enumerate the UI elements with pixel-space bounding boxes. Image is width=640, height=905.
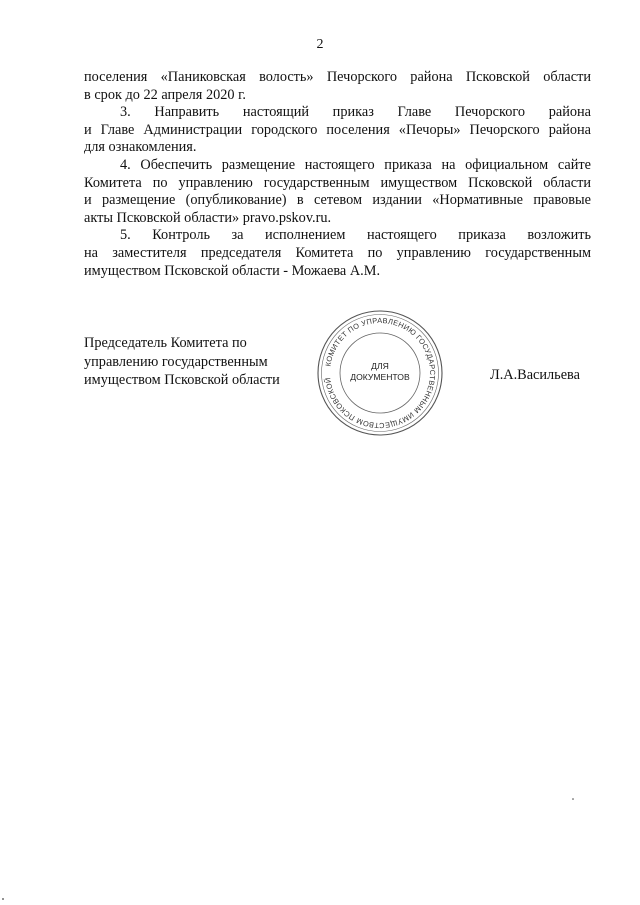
scan-speck (572, 798, 574, 800)
text-line: и размещение (опубликование) в сетевом издании «Нормативные правовые (84, 192, 591, 209)
text-line: поселения «Паниковская волость» Печорского района Псковской области (84, 69, 591, 85)
text-line: в срок до 22 апреля 2020 г. (84, 86, 246, 103)
page-number: 2 (316, 37, 324, 52)
text-line: 3. Направить настоящий приказ Главе Печорского района (120, 104, 591, 121)
text-line: и Главе Администрации городского поселения «Печоры» Печорского района (84, 121, 591, 138)
signatory-position-line: имуществом Псковской области (84, 372, 280, 388)
signatory-position-line: Председатель Комитета по (84, 335, 247, 351)
signatory-position-line: управлению государственным (84, 353, 268, 370)
text-line: Комитета по управлению государственным имуществом Псковской области (84, 174, 591, 191)
text-line: 4. Обеспечить размещение настоящего приказа на официальном сайте (120, 156, 591, 173)
text-line: на заместителя председателя Комитета по управлению государственным (84, 244, 591, 261)
seal-inner-text-line-1: ДЛЯ (371, 361, 389, 371)
text-line: акты Псковской области» pravo.pskov.ru. (84, 209, 332, 226)
text-line: имуществом Псковской области - Можаева А.М. (84, 262, 381, 279)
signatory-name: Л.А.Васильева (490, 367, 580, 383)
text-line: 5. Контроль за исполнением настоящего приказа возложить (120, 227, 591, 244)
scan-speck (2, 898, 4, 900)
seal-outer-text: КОМИТЕТ ПО УПРАВЛЕНИЮ ГОСУДАРСТВЕННЫМ ИМУЩЕСТВОМ ПСКОВСКОЙ (323, 315, 438, 431)
seal-inner-text-line-2: ДОКУМЕНТОВ (350, 372, 410, 382)
text-line: для ознакомления. (84, 139, 197, 156)
